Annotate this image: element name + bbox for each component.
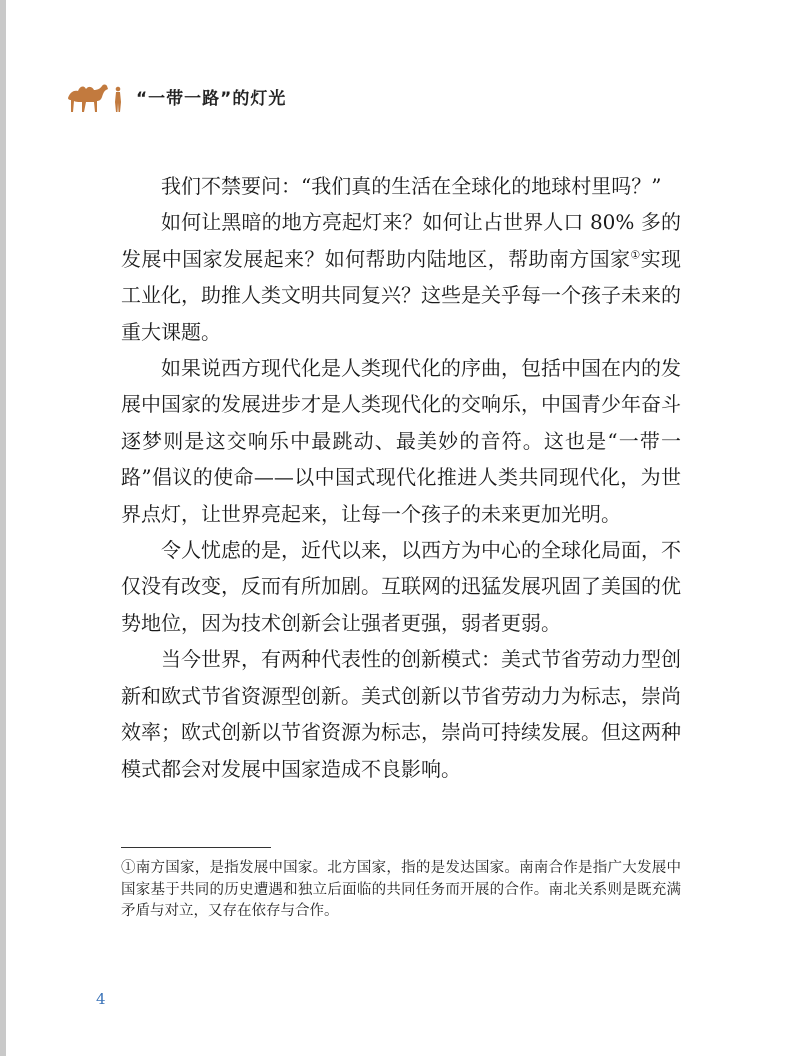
paragraph-2	[121, 204, 681, 350]
page-number: 4	[96, 990, 106, 1008]
paragraph-2-text: 如何让黑暗的地方亮起灯来？如何让占世界人口 80% 多的发展中国家发展起来？如何帮助内陆地区，帮助南方国家	[121, 210, 681, 271]
paragraph-4: 令人忧虑的是，近代以来，以西方为中心的全球化局面，不仅没有改变，反而有所加剧。互联网的迅猛发展巩固了美国的优势地位，因为技术创新会让强者更强，弱者更弱。	[121, 538, 681, 635]
running-header	[64, 76, 286, 116]
camel-caravan-icon	[64, 78, 126, 114]
paragraph-2-tail: 实现工业化，助推人类文明共同复兴？这些是关乎每一个孩子未来的重大课题。	[121, 246, 681, 344]
paragraph-1: 我们不禁要问：“我们真的生活在全球化的地球村里吗？”	[161, 174, 662, 198]
footnote: ①南方国家，是指发展中国家。北方国家，指的是发达国家。南南合作是指广大发展中国家基于共同的历史遭遇和独立后面临的共同任务而开展的合作。南北关系则是既充满矛盾与对立，又存在依存与合作。	[121, 860, 681, 919]
paragraph-5: 当今世界，有两种代表性的创新模式：美式节省劳动力型创新和欧式节省资源型创新。美式创新以节省劳动力为标志，崇尚效率；欧式创新以节省资源为标志，崇尚可持续发展。但这两种模式都会对发展中国家造成不良影响。	[121, 647, 681, 781]
paragraph-3: 如果说西方现代化是人类现代化的序曲，包括中国在内的发展中国家的发展进步才是人类现代化的交响乐，中国青少年奋斗逐梦则是这交响乐中最跳动、最美妙的音符。这也是“一带一路”倡议的使命——以中国式现代化推进人类共同现代化，为世界点灯，让世界亮起来，让每一个孩子的未来更加光明。	[121, 356, 681, 526]
page-left-border	[0, 0, 6, 1056]
footnote-reference[interactable]: ①	[630, 248, 641, 262]
header-title: “一带一路”的灯光	[136, 88, 287, 109]
body-text	[121, 168, 681, 787]
footnote-divider	[121, 847, 271, 848]
